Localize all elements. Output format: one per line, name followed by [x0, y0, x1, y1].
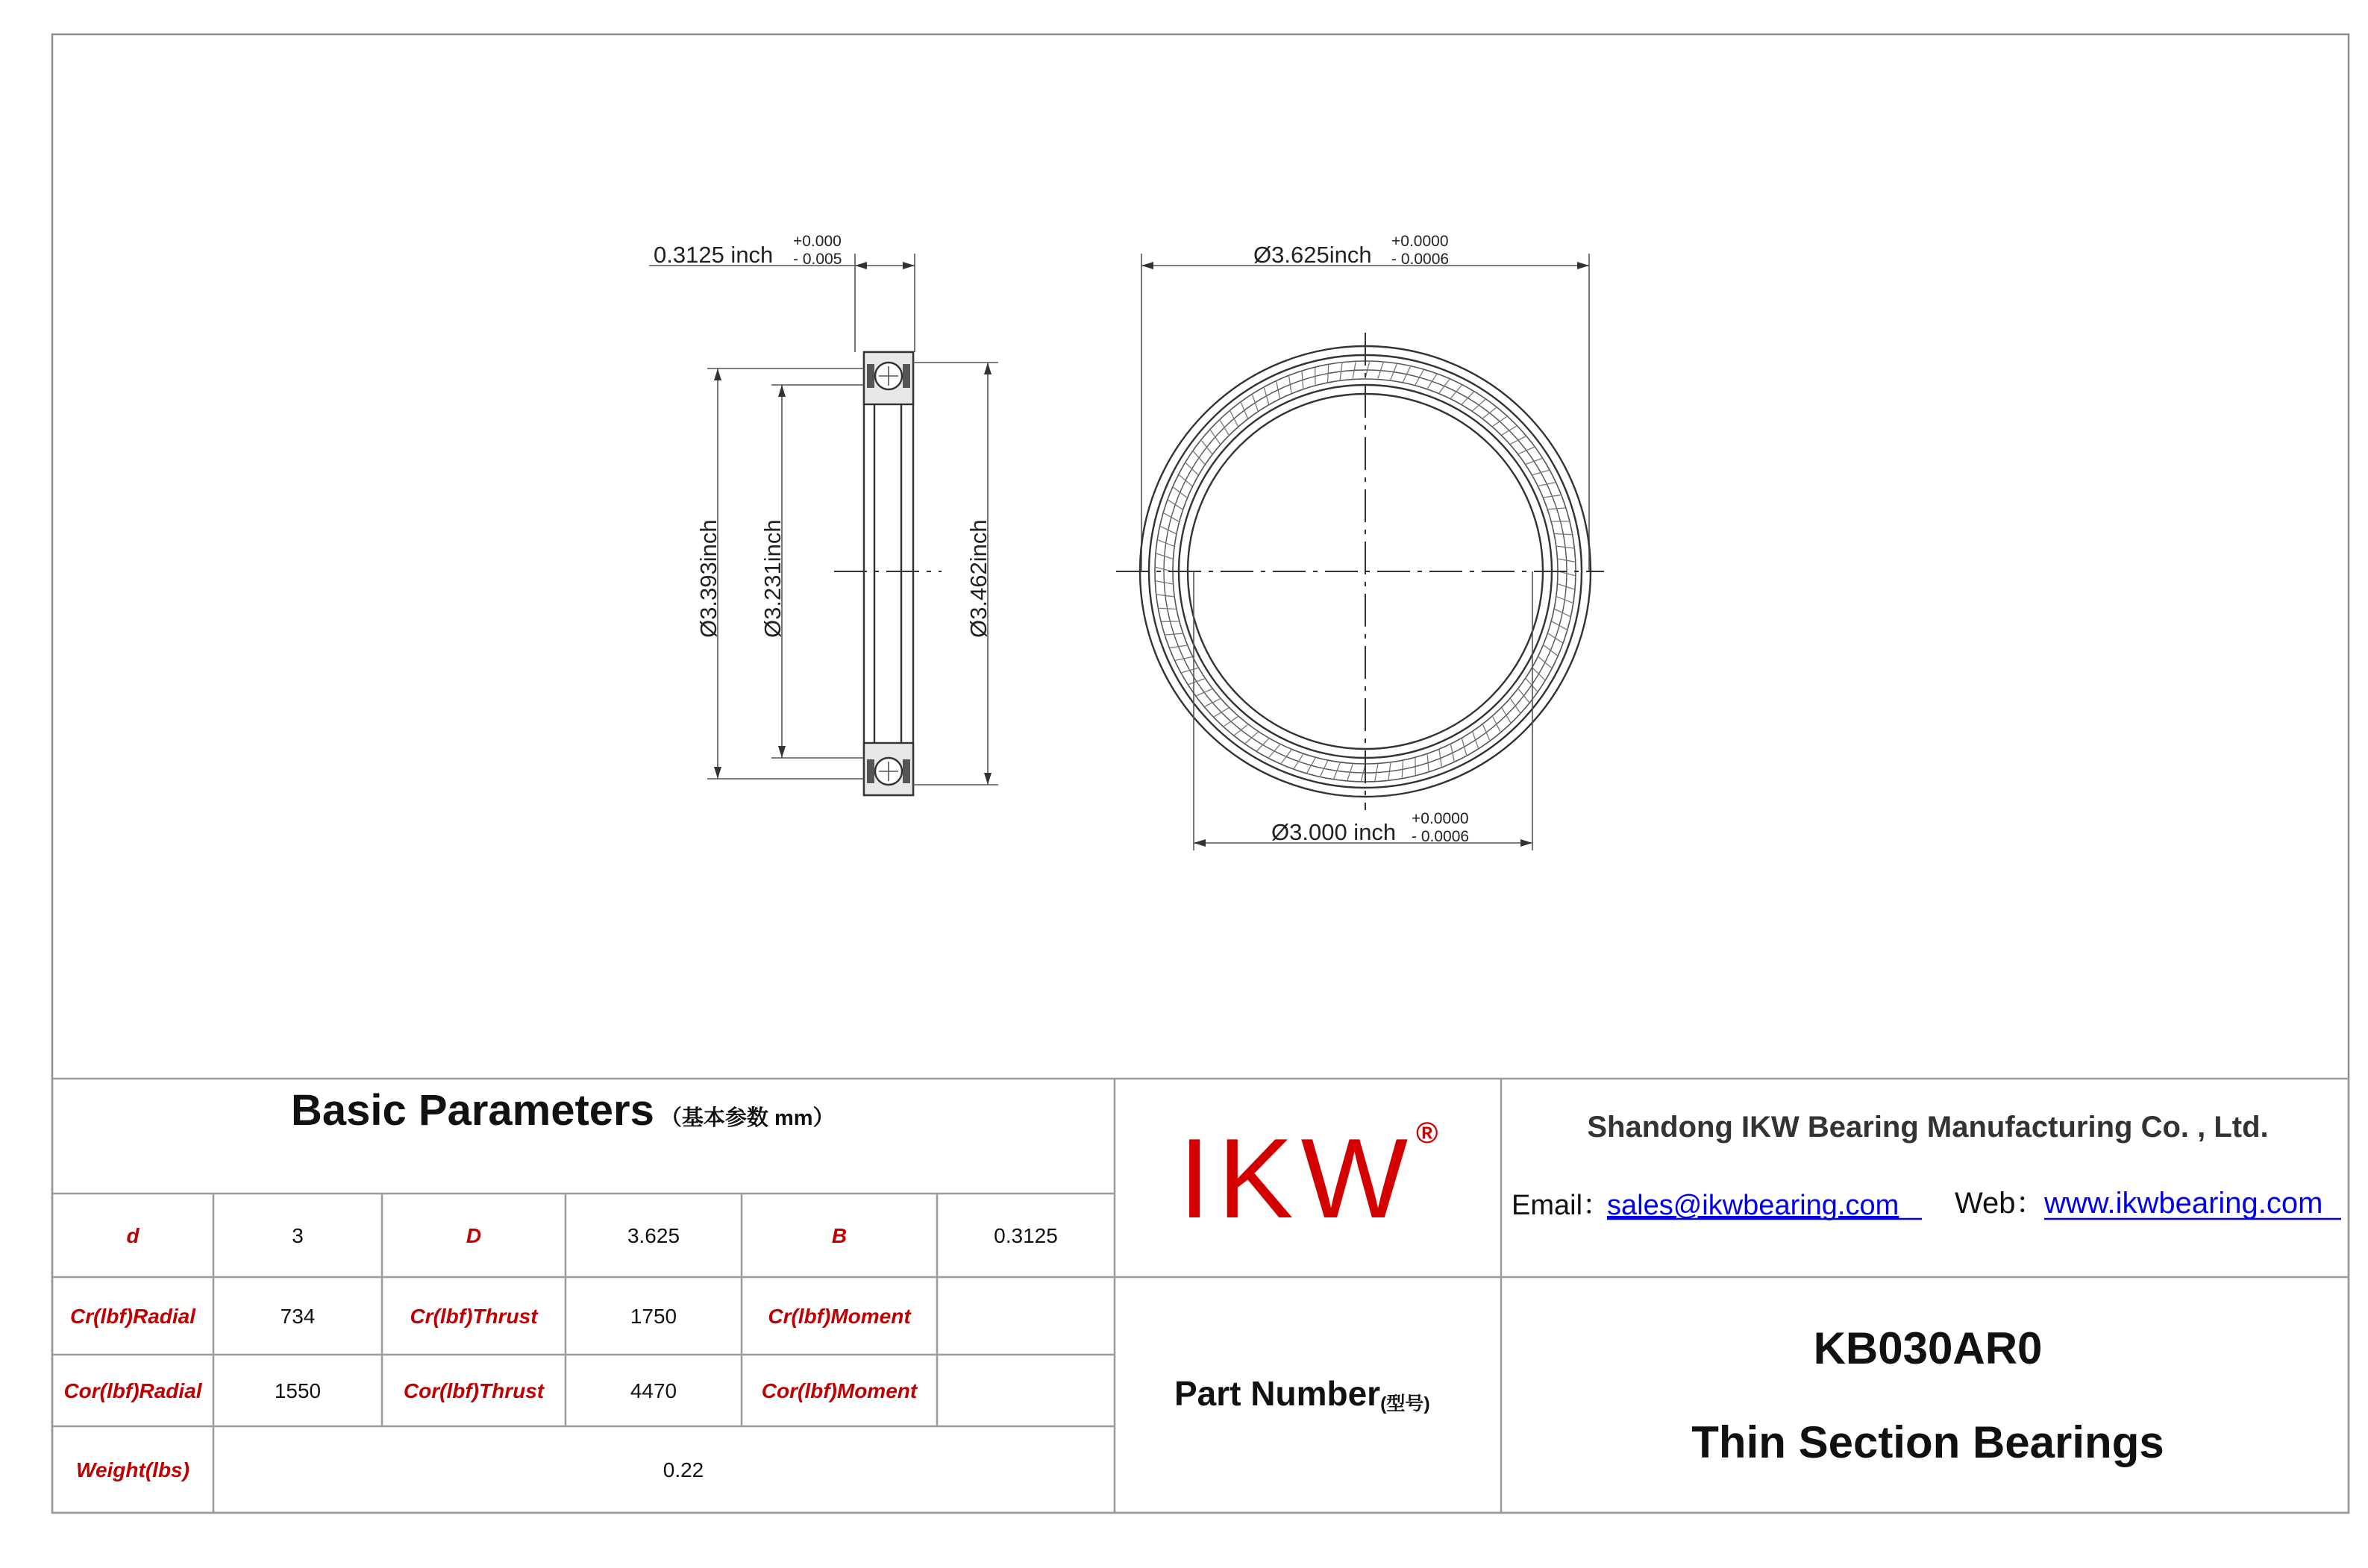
- ball-mark: [1493, 417, 1507, 427]
- ball-mark: [1214, 708, 1229, 717]
- basic-parameters-note: （基本参数 mm）: [660, 1106, 835, 1130]
- ball-mark: [1548, 633, 1562, 642]
- part-number-value: KB030AR0: [1813, 1323, 2043, 1373]
- ball-mark: [1502, 708, 1511, 723]
- width-tolerance-minus: - 0.005: [793, 251, 842, 268]
- ball-mark: [1188, 679, 1204, 685]
- ball-mark: [1555, 534, 1572, 535]
- front-view: [1116, 233, 1604, 850]
- ball-mark: [1511, 436, 1526, 444]
- ball-mark: [1159, 608, 1176, 609]
- dimension-3462-label: Ø3.462inch: [965, 519, 992, 638]
- bore-tolerance-plus: +0.0000: [1412, 810, 1469, 827]
- ball-mark: [1294, 754, 1303, 768]
- side-view: [649, 233, 998, 795]
- width-dimension-label: 0.3125 inch: [654, 242, 774, 268]
- basic-parameters-title: Basic Parameters （基本参数 mm）: [291, 1086, 835, 1135]
- ball-mark: [1462, 392, 1474, 404]
- ball-mark: [1211, 430, 1221, 445]
- param-B-label: B: [831, 1224, 848, 1247]
- bore-tolerance-minus: - 0.0006: [1412, 828, 1470, 845]
- cor-thrust-label: Cor(lbf)Thrust: [403, 1379, 545, 1402]
- ball-mark: [1224, 717, 1238, 727]
- ball-mark: [1402, 761, 1403, 778]
- ball-mark: [1241, 403, 1247, 418]
- cr-thrust-label: Cr(lbf)Thrust: [410, 1305, 538, 1328]
- ball-mark: [1519, 447, 1535, 454]
- ball-mark: [1483, 725, 1490, 741]
- ball-mark: [1230, 411, 1238, 426]
- ball-mark: [1165, 633, 1183, 635]
- ball-mark: [1197, 689, 1212, 696]
- param-d-value: 3: [292, 1224, 304, 1247]
- dimension-3393-label: Ø3.393inch: [695, 519, 721, 638]
- cor-radial-label: Cor(lbf)Radial: [63, 1379, 202, 1402]
- weight-value: 0.22: [663, 1458, 704, 1481]
- web-link[interactable]: www.ikwbearing.com: [2044, 1187, 2323, 1220]
- ikw-logo: [1179, 1115, 1438, 1242]
- part-number-note: (型号): [1380, 1393, 1430, 1414]
- param-d-label: d: [126, 1224, 140, 1247]
- ball-mark: [1264, 388, 1268, 404]
- svg-text:IKW: IKW: [1179, 1115, 1416, 1242]
- outer-tolerance-minus: - 0.0006: [1391, 251, 1450, 268]
- ball-mark: [1180, 475, 1192, 486]
- ball-mark: [1174, 487, 1187, 498]
- ball-mark: [1502, 426, 1517, 435]
- ball-mark: [1168, 500, 1183, 509]
- cor-moment-label: Cor(lbf)Moment: [761, 1379, 918, 1402]
- ball-mark: [1307, 758, 1315, 773]
- ball-mark: [1473, 400, 1485, 411]
- web-label: Web：: [1955, 1187, 2046, 1220]
- bearing-type: Thin Section Bearings: [1691, 1417, 2164, 1467]
- registered-mark: ®: [1416, 1117, 1438, 1150]
- param-B-value: 0.3125: [994, 1224, 1058, 1247]
- ball-mark: [1462, 738, 1467, 755]
- ball-mark: [1544, 645, 1557, 656]
- outer-diameter-label: Ø3.625inch: [1253, 242, 1372, 268]
- ball-mark: [1538, 657, 1551, 668]
- ball-mark: [1205, 699, 1220, 706]
- cr-thrust-value: 1750: [630, 1305, 677, 1328]
- ball-mark: [1552, 621, 1567, 630]
- cor-radial-value: 1550: [274, 1379, 322, 1402]
- ball-mark: [1532, 668, 1544, 680]
- cr-radial-label: Cr(lbf)Radial: [70, 1305, 195, 1328]
- ball-mark: [1493, 717, 1500, 732]
- ball-mark: [1526, 459, 1541, 465]
- ball-mark: [1511, 699, 1520, 713]
- ball-mark: [1526, 679, 1537, 692]
- param-D-label: D: [466, 1224, 482, 1247]
- cor-thrust-value: 4470: [630, 1379, 677, 1402]
- ball-mark: [1245, 732, 1258, 743]
- ball-mark: [1532, 470, 1549, 474]
- title-block: [52, 1079, 2349, 1513]
- ball-mark: [1427, 374, 1436, 389]
- ball-mark: [1473, 732, 1479, 747]
- weight-label: Weight(lbs): [76, 1458, 189, 1481]
- bore-diameter-label: Ø3.000 inch: [1271, 819, 1397, 845]
- ball-mark: [1257, 738, 1269, 750]
- ball-mark: [1415, 370, 1423, 385]
- ball-mark: [1269, 744, 1280, 757]
- email-link[interactable]: sales@ikwbearing.com: [1607, 1190, 1899, 1221]
- email-label: Email：: [1512, 1190, 1611, 1221]
- ball-mark: [1302, 371, 1303, 389]
- dimension-3231-label: Ø3.231inch: [759, 519, 786, 638]
- ball-mark: [1451, 386, 1462, 398]
- ball-mark: [1186, 463, 1198, 475]
- cr-radial-value: 734: [280, 1305, 316, 1328]
- ball-mark: [1164, 513, 1179, 521]
- company-name: Shandong IKW Bearing Manufacturing Co. , Ltd.: [1587, 1111, 2269, 1144]
- outer-tolerance-plus: +0.0000: [1391, 233, 1449, 250]
- param-D-value: 3.625: [627, 1224, 680, 1247]
- ball-mark: [1253, 395, 1259, 410]
- ball-mark: [1328, 365, 1329, 382]
- sheet-frame: [52, 34, 2349, 1513]
- part-number-label: Part Number(型号): [1174, 1374, 1430, 1414]
- ball-mark: [1548, 508, 1565, 509]
- ball-mark: [1281, 750, 1291, 763]
- ball-mark: [1182, 668, 1198, 673]
- ball-mark: [1194, 451, 1205, 464]
- ball-mark: [1439, 380, 1450, 393]
- ball-mark: [1427, 754, 1429, 771]
- width-tolerance-plus: +0.000: [793, 233, 842, 250]
- ball-mark: [1220, 420, 1229, 435]
- cr-moment-label: Cr(lbf)Moment: [768, 1305, 911, 1328]
